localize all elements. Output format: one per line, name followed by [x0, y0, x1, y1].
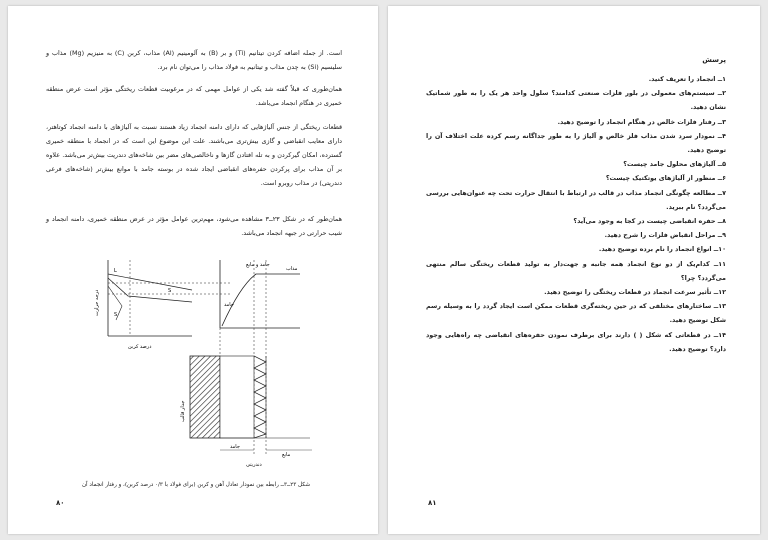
question-1: ۱ــ انجماد را تعریف کنید.	[648, 75, 726, 83]
page-number-left: ۸۰	[56, 499, 65, 507]
bottom-liquid-label: مایع	[282, 452, 291, 458]
question-2: ۲ــ سیستم‌های معمولی در بلور فلزات صنعتی کدامند؟ سلول واحد هر یک را به طور شماتیک نشان دهید.	[426, 89, 726, 112]
questions-list	[426, 72, 726, 356]
temperature-axis-label: درجه حرارت	[94, 289, 100, 316]
paragraph-2: همان‌طوری که قبلاً گفته شد یکی از عوامل مهمی که در مرغوبیت قطعات ریختگی مؤثر است عرض منطقه خمیری در هنگام انجماد می‌باشد.	[46, 85, 342, 107]
figure-caption: شکل ۲۳ــ۳ــ رابطه بین نمودار تعادل آهن و کربن (برای فولاد با ۰/۳ درصد کربن)، و رفتار انجماد آن	[81, 482, 311, 488]
phase-label-l: L	[114, 268, 117, 274]
solidification-diagram	[50, 256, 340, 478]
dendrite-zone	[254, 356, 266, 438]
page-number-right: ۸۱	[428, 499, 437, 507]
question-5: ۵ــ آلیاژهای محلول جامد چیست؟	[623, 160, 726, 169]
phase-label-s1: S	[168, 288, 172, 294]
questions-heading: پرسش	[702, 56, 726, 64]
solidus-line	[108, 278, 192, 302]
question-13: ۱۳ــ ساختارهای مختلفی که در حین ریخته‌گری قطعات ممکن است ایجاد گردد را به وسیله رسم شکل توضیح دهید.	[426, 302, 726, 325]
mold-wall	[190, 356, 220, 438]
phase-label-s2: S	[114, 312, 118, 318]
right-page	[388, 6, 760, 534]
temperature-curve	[222, 274, 300, 326]
question-10: ۱۰ــ انواع انجماد را نام برده توضیح دهید.	[598, 245, 726, 254]
mold-section	[180, 356, 312, 468]
paragraph-4: همان‌طور که در شکل ۲۳ــ۳ مشاهده می‌شود، مهم‌ترین عوامل مؤثر در عرض منطقه خمیری، دامنه انجماد و شیب حرارتی در جبهه انجماد می‌باشد.	[46, 215, 342, 237]
question-8: ۸ــ حفره انقباضی چیست در کجا به وجود می‌آید؟	[573, 217, 726, 226]
liquidus-line	[108, 274, 192, 290]
question-6: ۶ــ منظور از آلیاژهای یوتکتیک چیست؟	[605, 174, 726, 183]
phase-diagram	[94, 260, 230, 350]
question-7: ۷ــ مطالعه چگونگی انجماد مذاب در قالب در ارتباط با انتقال حرارت تحت چه عنوان‌هایی بررسی می‌گردد؟ نام ببرید.	[426, 188, 726, 211]
paragraph-1: است. از جمله اضافه کردن تیتانیم (Ti) و بر (B) به آلومینیم (Al) مذاب، کربن (C) به منیزیم (Mg) مذاب و سلیسیم (Si) به چدن مذاب و تیتانیم به فولاد مذاب را می‌توان نام برد.	[46, 49, 342, 71]
bottom-solid-label: جامد	[230, 444, 240, 450]
carbon-axis-label: درصد کربن	[128, 344, 152, 350]
solid-label: جامد	[224, 302, 234, 308]
question-12: ۱۲ــ تأثیر سرعت انجماد در قطعات ریختگی را توضیح دهید.	[544, 288, 726, 297]
mold-wall-label: جدار قالب	[180, 400, 186, 422]
dendrite-label: دندریتی	[246, 462, 262, 468]
solid-liquid-label: جامد و مایع	[246, 262, 270, 268]
temperature-profile	[220, 260, 300, 328]
liquid-label: مذاب	[286, 266, 298, 272]
paragraph-3: قطعات ریختگی از جنس آلیاژهایی که دارای دامنه انجماد زیاد هستند نسبت به آلیاژهای با دامنه انجماد کوتاهتر، دارای معایب انقباضی و گازی بیش‌تری می‌باشند. علت این موضوع این است که در انجماد با منطقه خمیری گسترده، امکان گیرکردن و به تله افتادن گازها و ناخالصی‌های مضر بین شاخه‌های دندریت بیش‌تر می‌باشد. علاوه بر آن مذاب برای پرکردن حفره‌های انقباضی ایجاد شده در بوسته جامد با موانع بیش‌تر (شاخه‌های فرعی دندریتی) در مذاب روبرو است.	[46, 123, 342, 187]
question-3: ۳ــ رفتار فلزات خالص در هنگام انجماد را توضیح دهید.	[557, 117, 726, 126]
question-14: ۱۴ــ در قطعاتی که شکل ( ) دارند برای برطرف نمودن حفره‌های انقباضی چه راه‌هایی وجود دارد؟ توضیح دهید.	[426, 330, 726, 353]
left-page	[8, 6, 378, 534]
question-11: ۱۱ــ کدام‌یک از دو نوع انجماد همه جانبه و جهت‌دار به تولید قطعات ریختگی سالم منتهی می‌گردد؟ چرا؟	[426, 259, 726, 282]
question-4: ۴ــ نمودار سرد شدن مذاب فلز خالص و آلیاژ را به طور جداگانه رسم کرده علت اختلاف آن را توضیح دهید.	[426, 131, 726, 155]
question-9: ۹ــ مراحل انقباض فلزات را شرح دهید.	[604, 231, 726, 240]
